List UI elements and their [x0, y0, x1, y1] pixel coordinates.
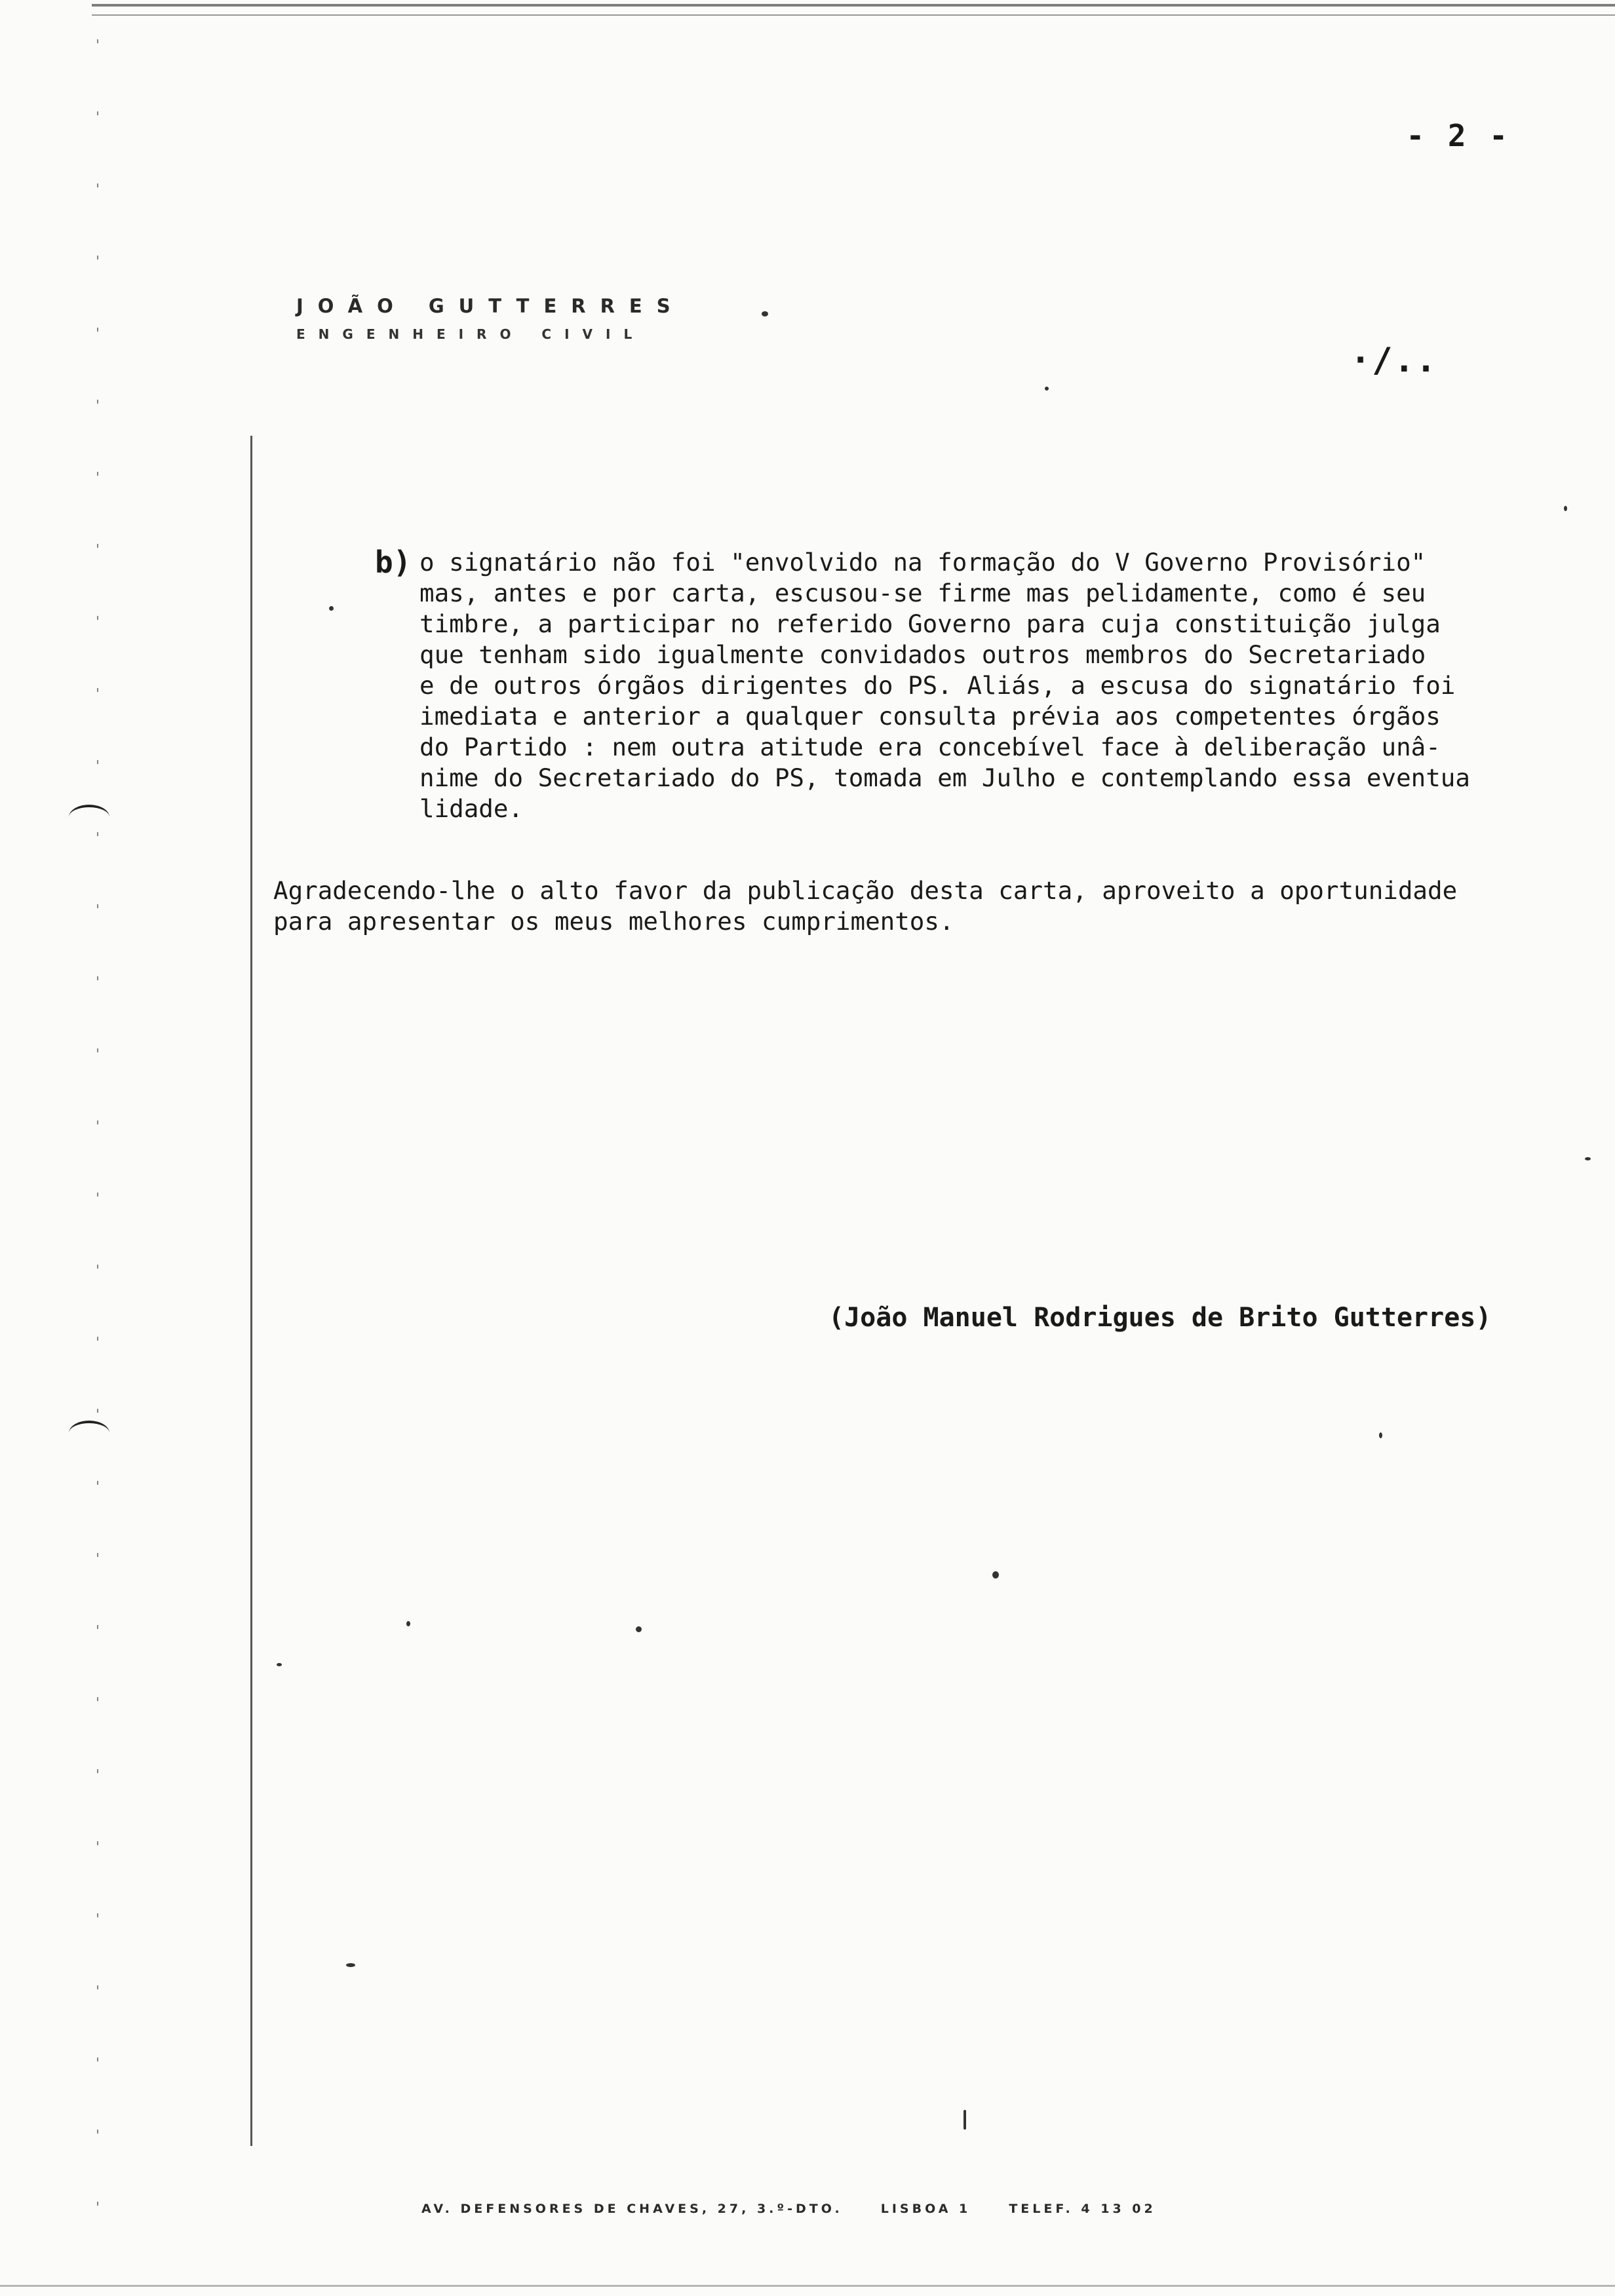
footer-address: AV. DEFENSORES DE CHAVES, 27, 3.º-DTO. LISBOA 1 TELEF. 4 13 02: [421, 2202, 1156, 2216]
scan-speck: [1045, 387, 1049, 391]
scan-speck: [1379, 1432, 1382, 1438]
scan-speck: [992, 1571, 999, 1578]
list-item-text: o signatário não foi "envolvido na formação do V Governo Provisório" mas, antes e por carta, escusou-se firme mas pelidamente, como é seu timbre, a participar no referido Governo para cuja constituição julga que tenham sido igualmente convidados outros membros do Secretariado e de outros órgãos dirigentes do PS. Aliás, a escusa do signatário foi imediata e anterior a qualquer consulta prévia aos competentes órgãos do Partido : nem outra atitude era concebível face à deliberação unâ- nime do Secretariado do PS, tomada em Julho e contemplando essa eventua lidade.: [419, 548, 1470, 823]
scan-speck: [636, 1626, 642, 1632]
letterhead-profession: ENGENHEIRO CIVIL: [296, 326, 646, 342]
top-edge-rule: [92, 4, 1615, 16]
scan-speck: [277, 1663, 282, 1666]
list-item-marker: b): [375, 545, 412, 580]
scan-speck: [1585, 1157, 1591, 1160]
closing-paragraph: Agradecendo-lhe o alto favor da publicação desta carta, aproveito a oportunidade para apresentar os meus melhores cumprimentos.: [273, 876, 1458, 936]
text-margin-rule: [250, 436, 252, 2146]
scan-speck: [329, 606, 334, 611]
scan-speck: [346, 1963, 355, 1967]
bottom-edge-rule: [0, 2285, 1615, 2287]
punch-hole-mark: [69, 805, 109, 830]
letterhead: [296, 295, 685, 342]
left-margin-marks: [97, 39, 98, 2254]
list-item-b: [375, 547, 1607, 824]
page-number: - 2 -: [1406, 118, 1510, 153]
scan-speck: [1564, 506, 1567, 511]
scan-speck: [762, 311, 768, 316]
letterhead-name: JOÃO GUTTERRES: [296, 295, 685, 317]
scan-speck: [963, 2110, 966, 2130]
scan-speck: [406, 1621, 410, 1626]
punch-hole-mark: [69, 1421, 109, 1445]
continuation-mark: ·/..: [1350, 341, 1438, 380]
signature-name: (João Manuel Rodrigues de Brito Gutterres): [828, 1303, 1492, 1333]
